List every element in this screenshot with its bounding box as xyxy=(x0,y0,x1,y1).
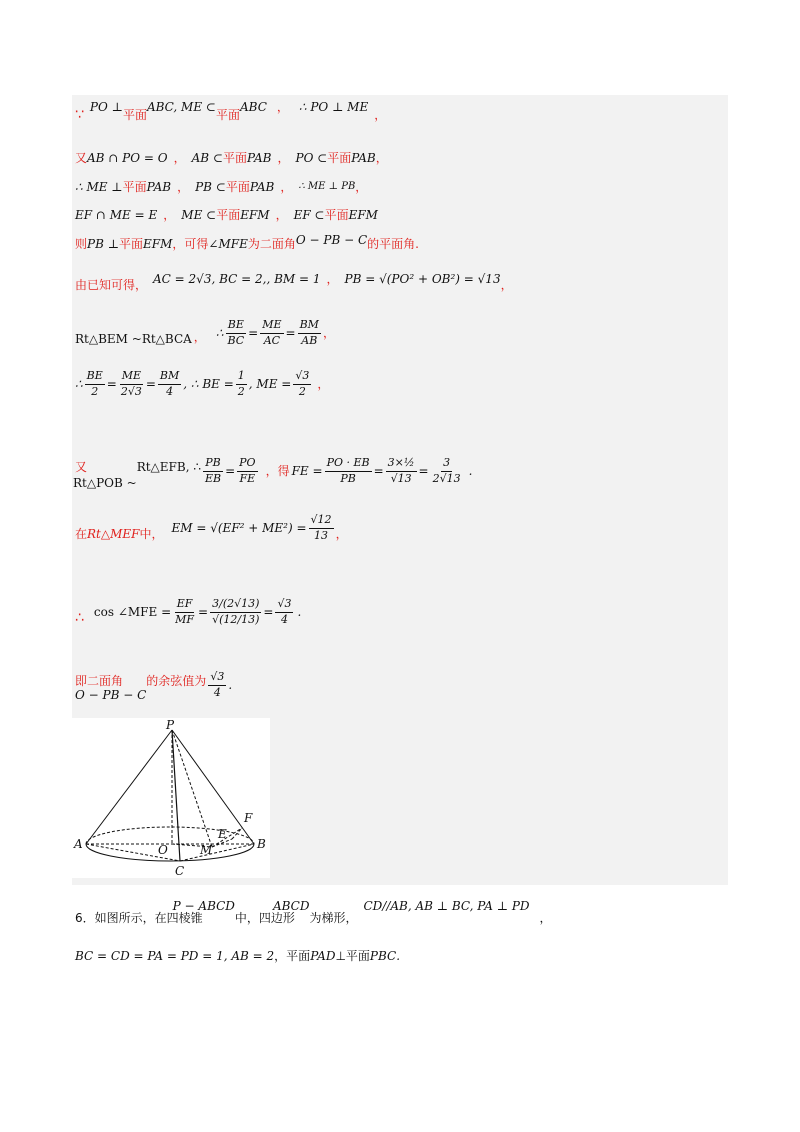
numerator: √3 xyxy=(293,370,311,384)
fraction xyxy=(225,319,246,346)
numerator: ME xyxy=(120,370,143,384)
solution-line-5 xyxy=(75,233,419,251)
math-expr: ∠MFE xyxy=(208,237,248,251)
math-symbol: = xyxy=(106,377,117,391)
numerator: 1 xyxy=(236,370,247,384)
math-symbol: = xyxy=(285,326,296,340)
math-expr: ABCD xyxy=(272,899,310,913)
label-P: P xyxy=(166,718,175,732)
numerator: BM xyxy=(158,370,181,384)
label-C: C xyxy=(175,864,185,878)
text: 由已知可得， xyxy=(75,278,148,292)
comma: ， xyxy=(539,911,552,925)
denominator: 2√3 xyxy=(120,384,142,398)
math-expr: PB = √(PO² + OB²) = √13 xyxy=(344,272,501,286)
math-expr: PB ⊥ xyxy=(87,237,120,251)
fraction xyxy=(173,598,196,625)
math-expr: P − ABCD xyxy=(172,899,235,913)
label-M: M xyxy=(200,843,213,857)
math-expr: O − PB − C xyxy=(75,688,147,702)
math-expr: EF ∩ ME = E xyxy=(75,208,158,222)
math-expr: Rt△EFB, ∴ xyxy=(136,460,201,474)
text: ，得 xyxy=(265,464,290,478)
solution-line-11 xyxy=(75,580,301,644)
fraction xyxy=(325,457,372,484)
numerator: PO · EB xyxy=(325,457,372,471)
math-expr: ∴ ME ⊥ PB xyxy=(298,181,356,192)
solution-line-8 xyxy=(75,364,329,404)
solution-line-12 xyxy=(75,668,232,702)
fraction xyxy=(85,370,105,397)
text: 在 xyxy=(75,527,88,541)
math-expr: PBC xyxy=(369,949,397,963)
math-expr: BC = CD = PA = PD = 1, AB = 2 xyxy=(75,949,275,963)
denominator: 13 xyxy=(314,528,329,542)
problem-6-line-2 xyxy=(75,950,400,962)
math-expr: PAD xyxy=(310,949,336,963)
solution-line-4 xyxy=(75,209,378,221)
denominator: 2 xyxy=(91,384,99,398)
solution-line-10 xyxy=(75,508,348,548)
numerator: PO xyxy=(237,457,257,471)
solution-line-1 xyxy=(75,100,387,123)
numerator: 3 xyxy=(441,457,452,471)
text: 为二面角 xyxy=(247,237,296,251)
plane-word: 平面 xyxy=(225,180,250,194)
denominator: √13 xyxy=(390,471,412,485)
comma: ， xyxy=(193,330,206,344)
numerator: EF xyxy=(175,598,195,612)
base-front-arc xyxy=(86,844,254,861)
fraction xyxy=(208,671,226,698)
text: 又 xyxy=(75,460,88,474)
math-expr: O − PB − C xyxy=(295,233,368,247)
numerator: 3×½ xyxy=(386,457,417,471)
denominator: 4 xyxy=(213,685,221,699)
plane-word: 平面 xyxy=(119,237,144,251)
denominator: MF xyxy=(175,612,195,626)
fraction xyxy=(431,457,463,484)
denominator: 2 xyxy=(237,384,245,398)
numerator: √3 xyxy=(208,671,226,685)
solution-line-2 xyxy=(75,152,388,164)
math-expr: AC = 2√3, BC = 2,, BM = 1 xyxy=(153,272,321,286)
period: . xyxy=(468,464,473,478)
text: 的平面角. xyxy=(367,237,419,251)
math-expr: PAB xyxy=(247,151,272,165)
comma: ， xyxy=(374,108,387,122)
plane-word: 平面 xyxy=(223,151,248,165)
cone-figure xyxy=(72,718,270,878)
math-expr: EFM xyxy=(348,208,378,222)
math-expr: Rt△POB ~ xyxy=(73,476,137,490)
problem-text: ，平面 xyxy=(274,949,311,963)
math-expr: PAB xyxy=(146,180,172,194)
math-symbol: = xyxy=(373,464,384,478)
math-expr: PAB xyxy=(351,151,376,165)
period: . xyxy=(228,678,233,692)
denominator: BC xyxy=(227,333,245,347)
solution-line-6 xyxy=(75,268,513,290)
comma: ， xyxy=(276,100,289,114)
text: 则 xyxy=(75,237,88,251)
comma: ， xyxy=(277,151,290,165)
text: ，可得 xyxy=(172,237,209,251)
comma: ， xyxy=(173,151,186,165)
math-expr: EFM xyxy=(240,208,270,222)
comma: ， xyxy=(335,527,348,541)
plane-word: 平面 xyxy=(215,108,240,122)
text: 中， xyxy=(139,527,164,541)
comma: ， xyxy=(355,180,368,194)
math-expr: CD//AB, AB ⊥ BC, PA ⊥ PD xyxy=(363,899,530,913)
denominator: 2√13 xyxy=(432,471,461,485)
label-E: E xyxy=(218,827,227,841)
because-symbol: ∵ xyxy=(75,107,84,123)
math-expr: PO ⊥ xyxy=(89,100,123,114)
text: 的余弦值为 xyxy=(146,674,207,688)
solution-line-9 xyxy=(75,446,472,496)
problem-6-line-1 xyxy=(75,898,552,925)
plane-word: 平面 xyxy=(122,180,147,194)
numerator: BE xyxy=(85,370,105,384)
fraction xyxy=(210,598,261,625)
problem-text: 中，四边形 xyxy=(234,911,295,925)
fraction xyxy=(309,514,334,541)
denominator: 2 xyxy=(298,384,306,398)
denominator: 4 xyxy=(166,384,174,398)
denominator: AC xyxy=(263,333,281,347)
numerator: BM xyxy=(298,319,321,333)
math-expr: AB ∩ PO = O xyxy=(87,151,168,165)
solution-line-7 xyxy=(75,316,335,350)
fraction xyxy=(260,319,283,346)
numerator: 3/(2√13) xyxy=(210,598,261,612)
math-symbol: ∴ xyxy=(215,326,224,340)
math-expr: ABC, ME ⊂ xyxy=(146,100,216,114)
numerator: PB xyxy=(203,457,223,471)
label-B: B xyxy=(257,837,266,851)
plane-word: 平面 xyxy=(324,208,349,222)
numerator: √12 xyxy=(309,514,334,528)
math-expr: PO ⊂ xyxy=(295,151,328,165)
problem-text: 为梯形， xyxy=(309,911,358,925)
math-symbol: ∴ xyxy=(75,377,83,391)
fraction xyxy=(203,457,223,484)
period: . xyxy=(297,605,302,619)
comma: ， xyxy=(275,208,288,222)
math-expr: Rt△BEM ~Rt△BCA xyxy=(75,332,192,346)
solution-line-3 xyxy=(75,181,367,193)
text: 又 xyxy=(75,151,88,165)
comma: ， xyxy=(326,272,339,286)
plane-word: 平面 xyxy=(327,151,352,165)
math-expr: EF ⊂ xyxy=(293,208,325,222)
numerator: √3 xyxy=(275,598,293,612)
denominator: 4 xyxy=(280,612,288,626)
denominator: EB xyxy=(204,471,222,485)
denominator: PB xyxy=(340,471,356,485)
label-O: O xyxy=(158,843,168,857)
therefore-symbol: ∴ xyxy=(75,610,84,626)
math-symbol: = xyxy=(145,377,156,391)
cone-diagram xyxy=(72,718,270,878)
comma: ， xyxy=(177,180,190,194)
math-expr: , ME = xyxy=(248,377,292,391)
fraction xyxy=(158,370,181,397)
math-symbol: = xyxy=(263,605,274,619)
fraction xyxy=(275,598,293,625)
math-expr: PAB xyxy=(249,180,275,194)
period: . xyxy=(396,949,401,963)
label-F: F xyxy=(244,811,253,825)
problem-text: ⊥平面 xyxy=(335,949,370,963)
base-back-arc xyxy=(86,827,254,844)
label-A: A xyxy=(74,837,83,851)
math-symbol: = xyxy=(418,464,429,478)
denominator: √(12/13) xyxy=(212,612,260,626)
fraction xyxy=(386,457,417,484)
math-expr: EM = √(EF² + ME²) = xyxy=(171,521,307,535)
fraction xyxy=(237,457,257,484)
math-expr: ABC xyxy=(239,100,267,114)
plane-word: 平面 xyxy=(122,108,147,122)
math-symbol: = xyxy=(248,326,259,340)
math-expr: AB ⊂ xyxy=(191,151,223,165)
comma: ， xyxy=(280,180,293,194)
math-expr: EFM xyxy=(143,237,173,251)
comma: ， xyxy=(322,326,335,340)
math-expr: ∴ ME ⊥ xyxy=(75,180,123,194)
comma: ， xyxy=(163,208,176,222)
comma: ， xyxy=(375,151,388,165)
problem-text: 6．如图所示，在四棱锥 xyxy=(75,911,203,925)
comma: ， xyxy=(500,278,513,292)
math-expr: ME ⊂ xyxy=(181,208,217,222)
denominator: AB xyxy=(301,333,318,347)
fraction xyxy=(293,370,311,397)
math-symbol: = xyxy=(225,464,236,478)
math-expr: cos ∠MFE = xyxy=(93,605,172,619)
numerator: ME xyxy=(260,319,283,333)
plane-word: 平面 xyxy=(216,208,241,222)
math-symbol: = xyxy=(198,605,209,619)
math-expr: Rt△MEF xyxy=(87,527,140,541)
math-expr: ∴ PO ⊥ ME xyxy=(298,100,369,114)
text: 即二面角 xyxy=(75,674,124,688)
fraction xyxy=(298,319,321,346)
numerator: BE xyxy=(226,319,246,333)
fraction xyxy=(119,370,144,397)
denominator: FE xyxy=(239,471,256,485)
math-expr: , ∴ BE = xyxy=(183,377,234,391)
fraction xyxy=(236,370,247,397)
math-expr: PB ⊂ xyxy=(195,180,226,194)
math-expr: FE = xyxy=(291,464,323,478)
comma: ， xyxy=(317,377,330,391)
